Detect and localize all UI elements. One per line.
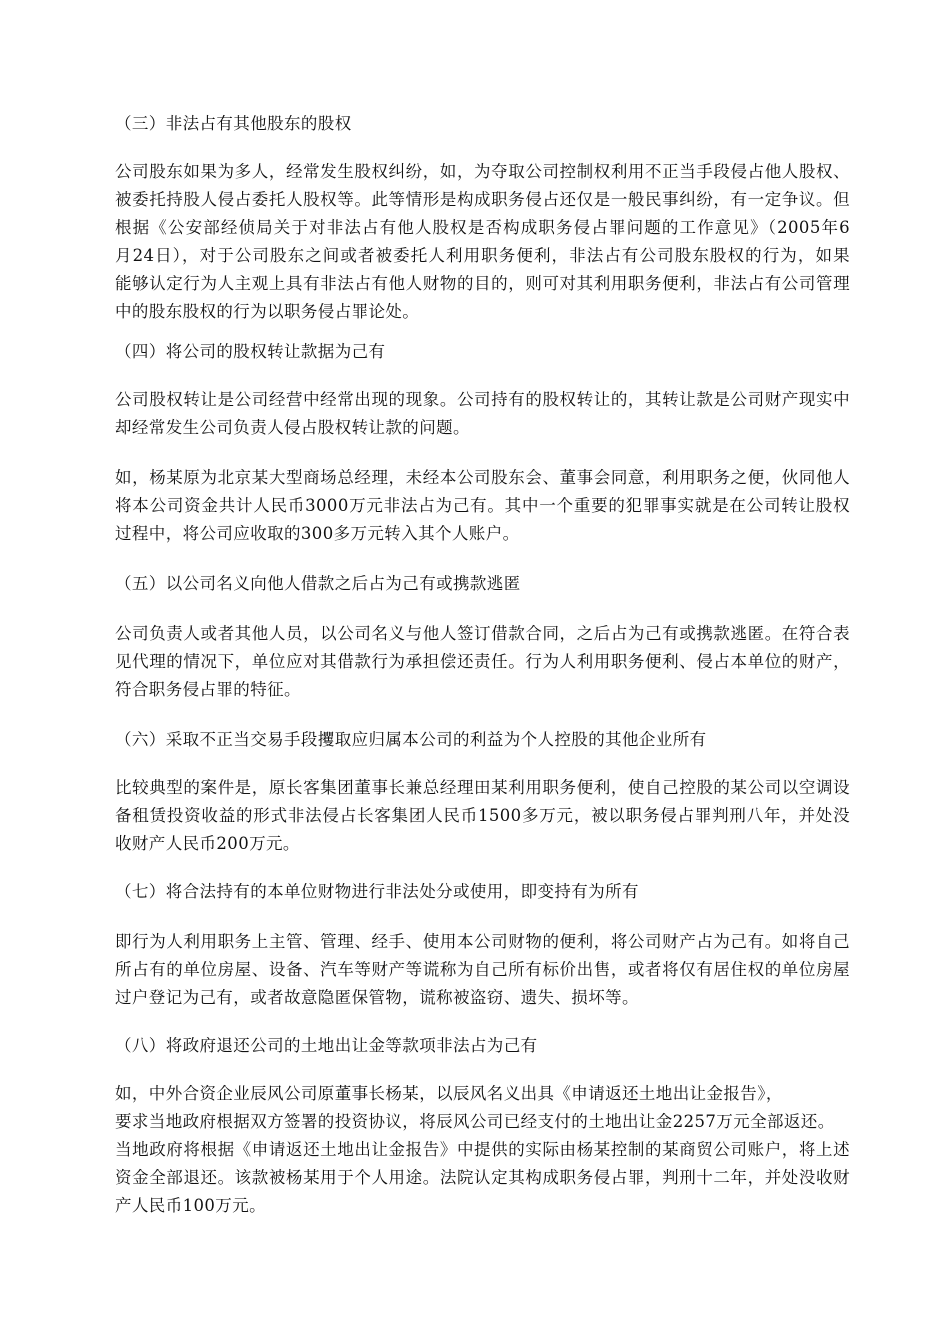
text-line: 公司负责人或者其他人员，以公司名义与他人签订借款合同，之后占为己有或携款逃匿。在符合表 xyxy=(115,624,850,643)
section-heading-8: （八）将政府退还公司的土地出让金等款项非法占为己有 xyxy=(115,1036,538,1055)
text-line: 如，中外合资企业辰风公司原董事长杨某，以辰风名义出具《申请返还土地出让金报告》， xyxy=(115,1084,783,1103)
text-line: 过程中，将公司应收取的300多万元转入其个人账户。 xyxy=(115,524,520,543)
section-heading-5: （五）以公司名义向他人借款之后占为己有或携款逃匿 xyxy=(115,574,521,593)
text-line: 比较典型的案件是，原长客集团董事长兼总经理田某利用职务便利，使自己控股的某公司以空调设 xyxy=(115,778,850,797)
text-line: 公司股东如果为多人，经常发生股权纠纷，如，为夺取公司控制权利用不正当手段侵占他人股权、 xyxy=(115,162,850,181)
section-heading-4: （四）将公司的股权转让款据为己有 xyxy=(115,342,386,361)
text-line: 要求当地政府根据双方签署的投资协议，将辰风公司已经支付的土地出让金2257万元全部返还。 xyxy=(115,1112,835,1131)
paragraph-7 xyxy=(115,928,850,1012)
text-line: 备租赁投资收益的形式非法侵占长客集团人民币1500多万元，被以职务侵占罪判刑八年，并处没 xyxy=(115,806,850,825)
text-line: 如，杨某原为北京某大型商场总经理，未经本公司股东会、董事会同意，利用职务之便，伙同他人 xyxy=(115,468,850,487)
paragraph-8 xyxy=(115,1080,850,1220)
paragraph-3 xyxy=(115,158,850,326)
text-line: 被委托持股人侵占委托人股权等。此等情形是构成职务侵占还仅是一般民事纠纷，有一定争议。但 xyxy=(115,190,850,209)
text-line: 所占有的单位房屋、设备、汽车等财产等谎称为自己所有标价出售，或者将仅有居住权的单位房屋 xyxy=(115,960,850,979)
text-line: 见代理的情况下，单位应对其借款行为承担偿还责任。行为人利用职务便利、侵占本单位的财产， xyxy=(115,652,850,671)
text-line: 收财产人民币200万元。 xyxy=(115,834,300,853)
paragraph-4-example xyxy=(115,464,850,548)
section-heading-3: （三）非法占有其他股东的股权 xyxy=(115,114,352,133)
text-line: 资金全部退还。该款被杨某用于个人用途。法院认定其构成职务侵占罪，判刑十二年，并处没收财 xyxy=(115,1168,850,1187)
text-line: 月24日），对于公司股东之间或者被委托人利用职务便利，非法占有公司股东股权的行为，如果 xyxy=(115,246,850,265)
text-line: 符合职务侵占罪的特征。 xyxy=(115,680,301,699)
text-line: 根据《公安部经侦局关于对非法占有他人股权是否构成职务侵占罪问题的工作意见》（2005年6 xyxy=(115,218,850,237)
paragraph-6 xyxy=(115,774,850,858)
text-line: 将本公司资金共计人民币3000万元非法占为己有。其中一个重要的犯罪事实就是在公司转让股权 xyxy=(115,496,850,515)
section-heading-6: （六）采取不正当交易手段攫取应归属本公司的利益为个人控股的其他企业所有 xyxy=(115,730,707,749)
text-line: 公司股权转让是公司经营中经常出现的现象。公司持有的股权转让的，其转让款是公司财产现实中 xyxy=(115,390,850,409)
text-line: 却经常发生公司负责人侵占股权转让款的问题。 xyxy=(115,418,470,437)
section-heading-7: （七）将合法持有的本单位财物进行非法处分或使用，即变持有为所有 xyxy=(115,882,639,901)
text-line: 产人民币100万元。 xyxy=(115,1196,266,1215)
text-line: 过户登记为己有，或者故意隐匿保管物，谎称被盗窃、遗失、损坏等。 xyxy=(115,988,639,1007)
text-line: 能够认定行为人主观上具有非法占有他人财物的目的，则可对其利用职务便利，非法占有公司管理 xyxy=(115,274,850,293)
text-line: 当地政府将根据《申请返还土地出让金报告》中提供的实际由杨某控制的某商贸公司账户，将上述 xyxy=(115,1140,850,1159)
text-line: 中的股东股权的行为以职务侵占罪论处。 xyxy=(115,302,420,321)
text-line: 即行为人利用职务上主管、管理、经手、使用本公司财物的便利，将公司财产占为己有。如将自己 xyxy=(115,932,850,951)
paragraph-5 xyxy=(115,620,850,704)
paragraph-4 xyxy=(115,386,850,442)
